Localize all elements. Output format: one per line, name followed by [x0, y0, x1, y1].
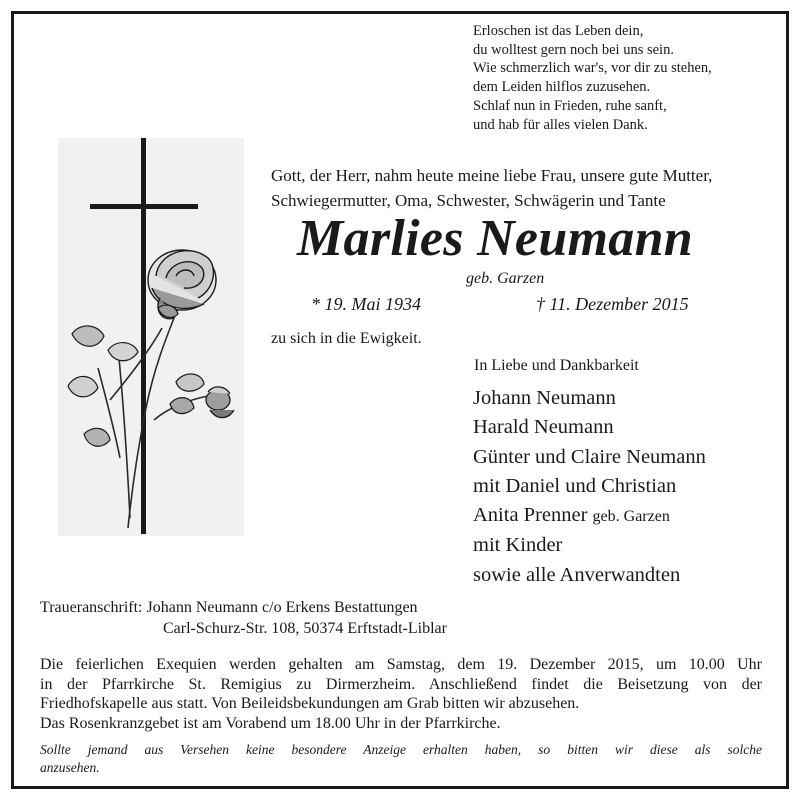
mourner-line: Johann Neumann: [473, 387, 616, 409]
funeral-details: [40, 655, 762, 733]
poem-line: du wolltest gern noch bei uns sein.: [473, 41, 674, 58]
mourner-name: Anita Prenner: [473, 504, 588, 527]
closing-note-line: Sollte jemand aus Versehen keine besondere Anzeige erhalten haben, so bitten wir diese als solche: [40, 742, 762, 757]
announcement-intro: [271, 163, 781, 213]
mourner-maiden-name: geb. Garzen: [592, 508, 670, 526]
funeral-details-line: in der Pfarrkirche St. Remigius zu Dirmerzheim. Anschließend findet die Beisetzung von der: [40, 675, 762, 693]
mourning-address: [40, 597, 780, 639]
closing-note: [40, 741, 762, 777]
birth-date: * 19. Mai 1934: [311, 294, 421, 314]
address-line: Traueranschrift: Johann Neumann c/o Erkens Bestattungen: [40, 599, 418, 616]
funeral-details-line: Das Rosenkranzgebet ist am Vorabend um 18.00 Uhr in der Pfarrkirche.: [40, 714, 501, 732]
poem-line: und hab für alles vielen Dank.: [473, 116, 648, 133]
death-date: † 11. Dezember 2015: [536, 294, 689, 314]
poem-line: dem Leiden hilflos zuzusehen.: [473, 79, 651, 96]
intro-line: Schwiegermutter, Oma, Schwester, Schwägerin und Tante: [271, 191, 666, 210]
mourner-line: mit Daniel und Christian: [473, 474, 677, 497]
mourner-line: sowie alle Anverwandten: [473, 563, 681, 586]
poem-line: Schlaf nun in Frieden, ruhe sanft,: [473, 97, 667, 114]
maiden-name: geb. Garzen: [466, 270, 545, 287]
mourner-line: mit Kinder: [473, 534, 563, 557]
poem-line: Wie schmerzlich war's, vor dir zu stehen,: [473, 60, 712, 77]
address-line: Carl-Schurz-Str. 108, 50374 Erftstadt-Liblar: [163, 620, 447, 637]
eternity-line: zu sich in die Ewigkeit.: [271, 330, 422, 347]
gratitude-line: In Liebe und Dankbarkeit: [474, 357, 639, 374]
intro-line: Gott, der Herr, nahm heute meine liebe Frau, unsere gute Mutter,: [271, 166, 713, 185]
mourners-list: [473, 384, 783, 590]
mourner-line: Harald Neumann: [473, 416, 614, 439]
deceased-name: Marlies Neumann: [297, 210, 694, 267]
memorial-poem: [473, 22, 773, 134]
funeral-details-line: Die feierlichen Exequien werden gehalten am Samstag, dem 19. Dezember 2015, um 10.00 Uhr: [40, 656, 762, 673]
mourner-line: [473, 501, 783, 531]
closing-note-line: anzusehen.: [40, 760, 100, 775]
poem-line: Erloschen ist das Leben dein,: [473, 23, 644, 39]
cross-and-rose-illustration: [58, 138, 244, 536]
mourner-line: Günter und Claire Neumann: [473, 445, 706, 468]
funeral-details-line: Friedhofskapelle aus statt. Von Beileidsbekundungen am Grab bitten wir abzusehen.: [40, 695, 580, 713]
